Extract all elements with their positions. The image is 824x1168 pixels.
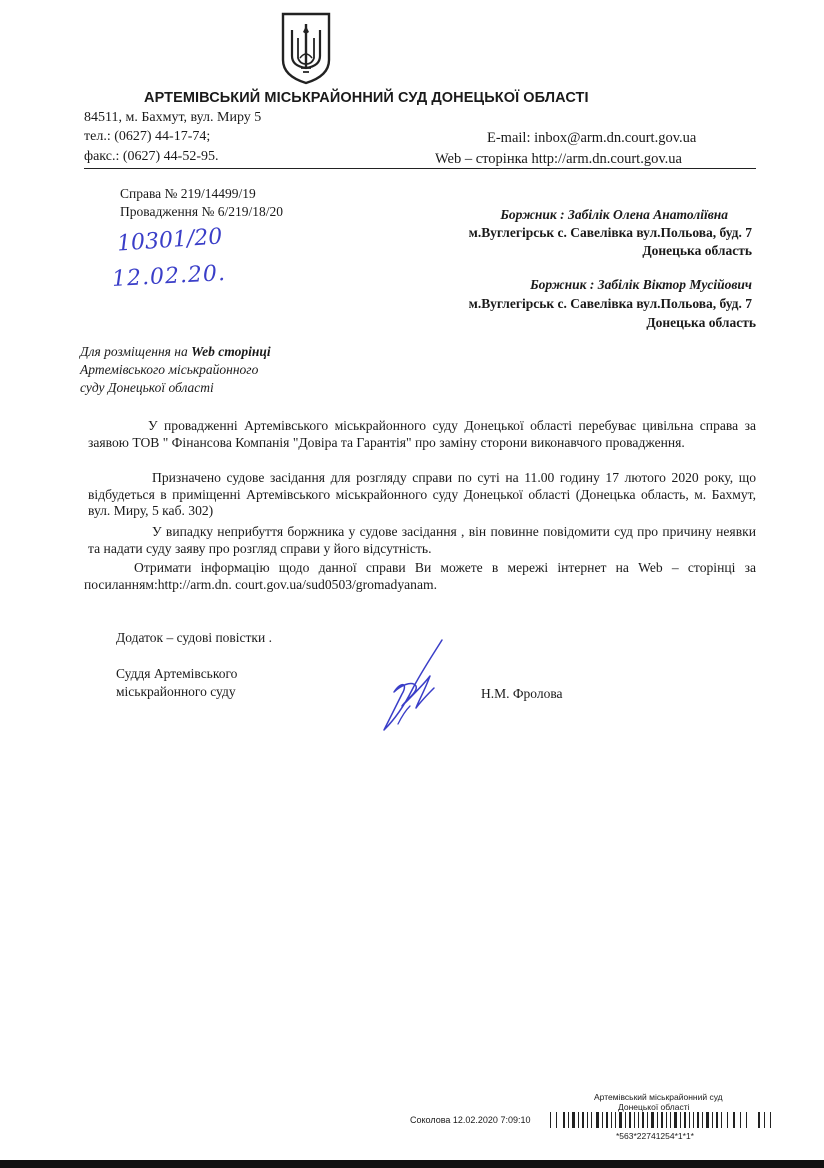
coat-of-arms-emblem (279, 10, 333, 86)
case-number: Справа № 219/14499/19 (120, 186, 256, 201)
judge-title-line1: Суддя Артемівського (116, 666, 238, 681)
body-paragraph-2: Призначено судове засідання для розгляду справи по суті на 11.00 годину 17 лютого 2020 року, що відбудеться в приміщенні Артемівського міськрайонного суду Донецької області (Донецька область, м. Бахмут, вул. Миру, 5 каб. 302) (88, 470, 756, 518)
barcode-code: *563*22741254*1*1* (616, 1131, 694, 1141)
handwritten-registration-date: 12.02.20. (111, 261, 227, 292)
stamp-registrar: Соколова 12.02.2020 7:09:10 (410, 1115, 531, 1125)
debtor-2-label: Боржник : Забілік Віктор Мусійович (530, 277, 752, 292)
stamp-court-line1: Артемівський міськрайонний суд (594, 1092, 723, 1102)
body-paragraph-1: У провадженні Артемівського міськрайонного суду Донецької області перебуває цивільна справа за заявою ТОВ " Фінансова Компанія "Довіра та Гарантія" про заміну сторони виконавчого провадження. (88, 418, 756, 450)
debtor-2-region: Донецька область (646, 315, 756, 330)
handwritten-registration-number: 10301/20 (116, 224, 224, 257)
court-fax: факс.: (0627) 44-52-95. (84, 149, 219, 164)
debtor-1-label: Боржник : Забілік Олена Анатоліївна (500, 207, 728, 222)
court-name-heading: АРТЕМІВСЬКИЙ МІСЬКРАЙОННИЙ СУД ДОНЕЦЬКОЇ ОБЛАСТІ (144, 90, 589, 106)
stamp-court-line2: Донецької області (618, 1102, 690, 1112)
attachment-note: Додаток – судові повістки . (116, 630, 272, 645)
court-email: E-mail: inbox@arm.dn.court.gov.ua (487, 130, 697, 146)
header-divider-line (84, 168, 756, 169)
placement-note-prefix: Для розміщення на (80, 344, 192, 359)
body-paragraph-4: Отримати інформацію щодо данної справи Ви можете в мережі інтернет на Web – сторінці за посиланням:http://arm.dn. court.gov.ua/sud0503/gromadyanam. (84, 560, 756, 592)
placement-note-line1 (80, 344, 271, 360)
debtor-2-address: м.Вуглегірськ с. Савелівка вул.Польова, буд. 7 (468, 296, 752, 311)
court-address: 84511, м. Бахмут, вул. Миру 5 (84, 110, 262, 125)
placement-note-line3: суду Донецької області (80, 380, 214, 395)
court-phone: тел.: (0627) 44-17-74; (84, 129, 211, 144)
scan-bottom-edge (0, 1160, 824, 1168)
placement-note-web: Web сторінці (191, 344, 271, 359)
judge-name: Н.М. Фролова (481, 686, 563, 701)
judge-title-line2: міськрайонного суду (116, 684, 236, 699)
placement-note-line2: Артемівського міськрайонного (80, 362, 259, 377)
court-website: Web – сторінка http://arm.dn.court.gov.ua (435, 151, 682, 167)
handwritten-signature (372, 636, 452, 736)
debtor-1-region: Донецька область (642, 243, 752, 258)
proceeding-number: Провадження № 6/219/18/20 (120, 204, 283, 219)
debtor-1-address: м.Вуглегірськ с. Савелівка вул.Польова, буд. 7 (468, 225, 752, 240)
body-paragraph-3: У випадку неприбуття боржника у судове засідання , він повинне повідомити суд про причину неявки та надати суду заяву про розгляд справи у його відсутність. (88, 524, 756, 556)
